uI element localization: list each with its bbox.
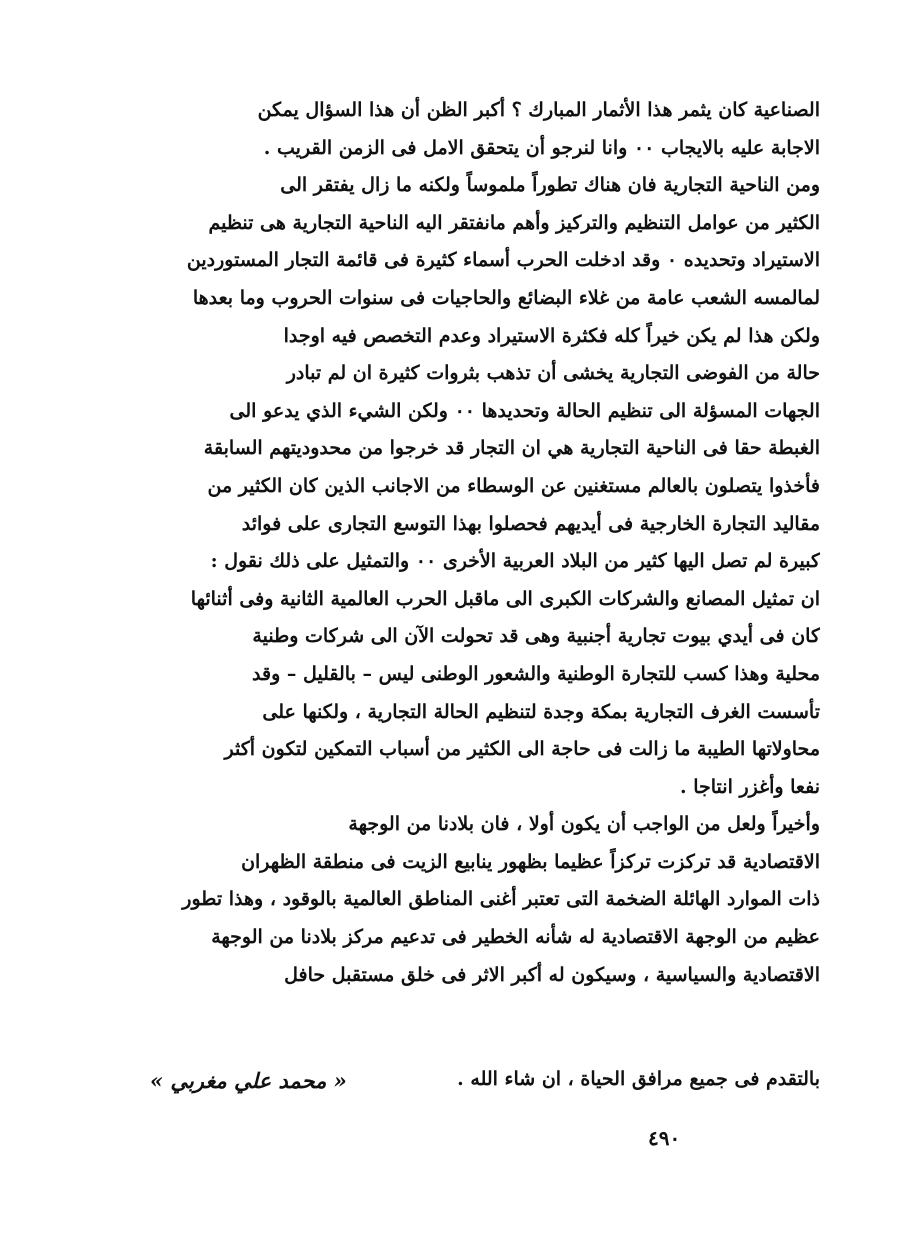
text-line: الغبطة حقا فى الناحية التجارية هي ان التجار قد خرجوا من محدوديتهم السابقة bbox=[203, 437, 820, 460]
text-line: مقاليد التجارة الخارجية فى أيديهم فحصلوا بهذا التوسع التجارى على فوائد bbox=[241, 512, 820, 535]
text-line: لمالمسه الشعب عامة من غلاء البضائع والحاجيات فى سنوات الحروب وما بعدها bbox=[192, 286, 820, 309]
text-line: فأخذوا يتصلون بالعالم مستغنين عن الوسطاء من الاجانب الذين كان الكثير من bbox=[207, 474, 820, 497]
text-line: نفعا وأغزر انتاجا . bbox=[680, 775, 820, 798]
text-line: محاولاتها الطيبة ما زالت فى حاجة الى الكثير من أسباب التمكين لتكون أكثر bbox=[224, 738, 820, 761]
text-line: كبيرة لم تصل اليها كثير من البلاد العربية الأخرى ٠٠ والتمثيل على ذلك نقول : bbox=[210, 550, 820, 573]
text-line: محلية وهذا كسب للتجارة الوطنية والشعور الوطنى ليس – بالقليل – وقد bbox=[252, 662, 820, 685]
text-line: ومن الناحية التجارية فان هناك تطوراً ملموساً ولكنه ما زال يفتقر الى bbox=[280, 174, 820, 197]
closing-line bbox=[150, 1062, 820, 1102]
page-number: ٤٩٠ bbox=[648, 1126, 681, 1150]
text-line: الاقتصادية والسياسية ، وسيكون له أكبر الاثر فى خلق مستقبل حافل bbox=[284, 963, 820, 986]
text-line: الجهات المسؤلة الى تنظيم الحالة وتحديدها ٠٠ ولكن الشيء الذي يدعو الى bbox=[229, 399, 820, 422]
text-line: عظيم من الوجهة الاقتصادية له شأنه الخطير فى تدعيم مركز بلادنا من الوجهة bbox=[211, 926, 820, 949]
text-line: ذات الموارد الهائلة الضخمة التى تعتبر أغنى المناطق العالمية بالوقود ، وهذا تطور bbox=[182, 888, 820, 911]
text-line: ان تمثيل المصانع والشركات الكبرى الى ماقبل الحرب العالمية الثانية وفى أثنائها bbox=[190, 587, 820, 610]
text-line: الاجابة عليه بالايجاب ٠٠ وانا لنرجو أن يتحقق الامل فى الزمن القريب . bbox=[263, 136, 820, 159]
text-line: حالة من الفوضى التجارية يخشى أن تذهب بثروات كثيرة ان لم تبادر bbox=[286, 362, 820, 385]
text-line: الاستيراد وتحديده ٠ وقد ادخلت الحرب أسماء كثيرة فى قائمة التجار المستوردين bbox=[186, 249, 820, 272]
text-line: الكثير من عوامل التنظيم والتركيز وأهم مانفتقر اليه الناحية التجارية هى تنظيم bbox=[208, 211, 820, 234]
text-line: كان فى أيدي بيوت تجارية أجنبية وهى قد تحولت الآن الى شركات وطنية bbox=[252, 625, 820, 648]
article-body bbox=[120, 92, 820, 994]
text-line: تأسست الغرف التجارية بمكة وجدة لتنظيم الحالة التجارية ، ولكنها على bbox=[262, 700, 820, 723]
text-line: الاقتصادية قد تركزت تركزاً عظيما بظهور ينابيع الزيت فى منطقة الظهران bbox=[241, 850, 820, 873]
closing-text: بالتقدم فى جميع مرافق الحياة ، ان شاء الله . bbox=[457, 1068, 820, 1090]
text-line: وأخيراً ولعل من الواجب أن يكون أولا ، فان بلادنا من الوجهة bbox=[348, 813, 820, 836]
text-line: الصناعية كان يثمر هذا الأثمار المبارك ؟ أكبر الظن أن هذا السؤال يمكن bbox=[257, 99, 820, 121]
text-line: ولكن هذا لم يكن خيراً كله فكثرة الاستيراد وعدم التخصص فيه اوجدا bbox=[283, 324, 820, 347]
author-signature: « محمد علي مغربي » bbox=[150, 1068, 347, 1093]
